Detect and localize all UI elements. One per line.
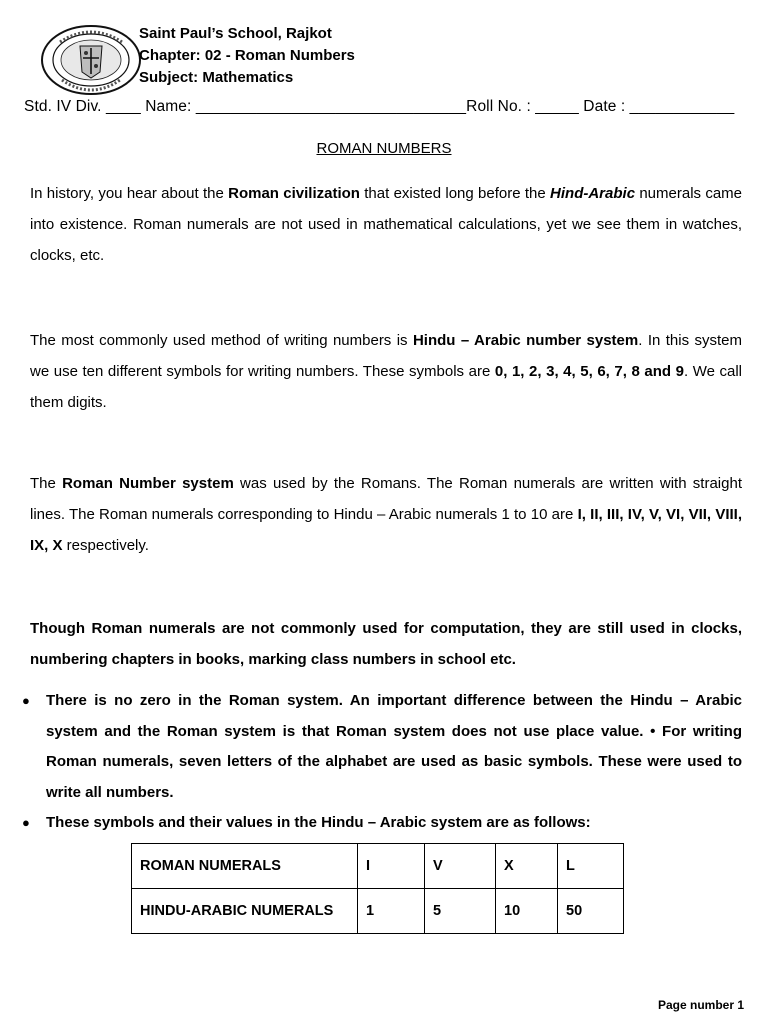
p3-bold-roman-number-system: Roman Number system bbox=[62, 475, 234, 492]
page-number: Page number 1 bbox=[657, 998, 744, 1012]
table-row bbox=[132, 844, 624, 889]
list-item bbox=[18, 808, 742, 839]
paragraph-history bbox=[30, 178, 742, 271]
school-name: Saint Paul’s School, Rajkot bbox=[139, 25, 332, 42]
table-cell: 10 bbox=[496, 889, 558, 934]
p3-text-e: respectively. bbox=[62, 537, 149, 554]
p1-text-e: numerals came into existence. Roman numerals are not used in mathematical calculations, yet we see them in watches, clocks, etc. bbox=[30, 185, 743, 264]
p3-bold-numerals: I, II, III, IV, V, VI, VII, VIII, IX, X bbox=[30, 506, 743, 554]
p1-text-a: In history, you hear about the bbox=[30, 185, 229, 202]
bullet-list bbox=[18, 686, 742, 839]
p1-bold-hind-arabic: Hind-Arabic bbox=[550, 185, 636, 202]
table-cell: ROMAN NUMERALS bbox=[132, 844, 358, 889]
chapter-heading: Chapter: 02 - Roman Numbers bbox=[139, 47, 355, 64]
school-logo bbox=[40, 24, 142, 96]
p1-text-c: that existed long before the bbox=[359, 185, 551, 202]
bullet-text: These symbols and their values in the Hindu – Arabic system are as follows: bbox=[46, 814, 591, 831]
bullet-text: There is no zero in the Roman system. An important difference between the Hindu – Arabic system and the Roman system is that Roman system does not use place value. • For writing Roman numerals, seven letters of the alphabet are used as basic symbols. These were used to write all numbers. bbox=[46, 692, 742, 801]
page-title-text: ROMAN NUMBERS bbox=[316, 140, 452, 157]
bullet-icon: ● bbox=[22, 815, 30, 830]
table-cell: 5 bbox=[425, 889, 496, 934]
table-cell: 1 bbox=[358, 889, 425, 934]
paragraph-usage: Though Roman numerals are not commonly used for computation, they are still used in clocks, numbering chapters in books, marking class numbers in school etc. bbox=[30, 620, 742, 668]
table-row bbox=[132, 889, 624, 934]
list-item bbox=[18, 686, 742, 808]
table-cell: 50 bbox=[558, 889, 624, 934]
student-info-line: Std. IV Div. ____ Name: _______________________________Roll No. : _____ Date : ____________ bbox=[24, 98, 735, 115]
subject-heading: Subject: Mathematics bbox=[139, 69, 294, 86]
bullet-icon: ● bbox=[22, 693, 30, 708]
table-cell: X bbox=[496, 844, 558, 889]
table-cell: L bbox=[558, 844, 624, 889]
p3-text-a: The bbox=[30, 475, 63, 492]
table-cell: I bbox=[358, 844, 425, 889]
paragraph-roman-system bbox=[30, 468, 742, 561]
roman-numerals-table bbox=[131, 843, 624, 934]
p1-bold-roman-civilization: Roman civilization bbox=[228, 185, 360, 202]
paragraph-hindu-arabic bbox=[30, 325, 742, 418]
p2-text-c: . In this system we use ten different symbols for writing numbers. These symbols are bbox=[30, 332, 742, 380]
table-cell: V bbox=[425, 844, 496, 889]
table-cell: HINDU-ARABIC NUMERALS bbox=[132, 889, 358, 934]
p3-text-c: was used by the Romans. The Roman numerals are written with straight lines. The Roman numerals corresponding to Hindu – Arabic numerals 1 to 10 are bbox=[30, 475, 742, 523]
page-title bbox=[0, 140, 768, 157]
p2-bold-system: Hindu – Arabic number system bbox=[412, 332, 639, 349]
p2-text-a: The most commonly used method of writing numbers is bbox=[30, 332, 413, 349]
p2-text-e: . We call them digits. bbox=[30, 363, 743, 411]
p2-bold-digits: 0, 1, 2, 3, 4, 5, 6, 7, 8 and 9 bbox=[494, 363, 684, 380]
